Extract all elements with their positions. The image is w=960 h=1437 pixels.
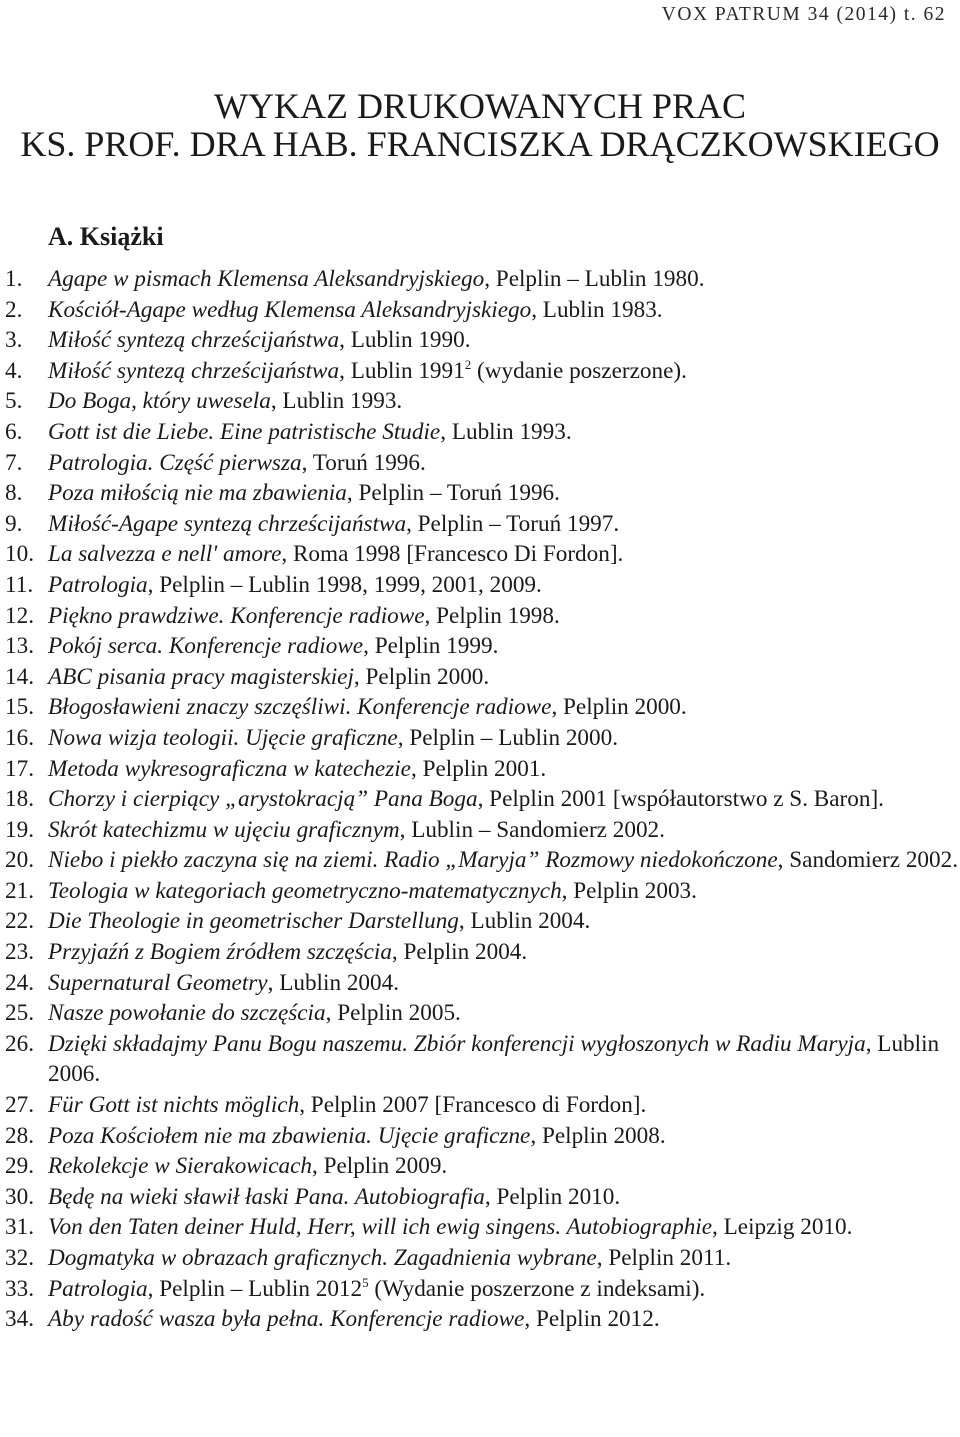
item-number: 11. bbox=[5, 571, 34, 598]
item-number: 5. bbox=[5, 388, 23, 415]
list-item bbox=[0, 998, 960, 1029]
item-title: Teologia w kategoriach geometryczno-matematycznych bbox=[48, 877, 562, 904]
list-item bbox=[0, 662, 960, 693]
item-number: 28. bbox=[5, 1122, 34, 1149]
item-title: Metoda wykresograficzna w katechezie bbox=[48, 755, 411, 782]
item-details: , Pelplin – Lublin 1980. bbox=[484, 266, 705, 292]
list-item bbox=[0, 631, 960, 662]
item-title: Patrologia bbox=[48, 1275, 148, 1302]
edition-superscript: 5 bbox=[362, 1274, 369, 1290]
list-item bbox=[0, 356, 960, 387]
item-number: 18. bbox=[5, 786, 34, 813]
list-item bbox=[0, 1182, 960, 1213]
item-details: , Toruń 1996. bbox=[301, 449, 426, 476]
item-title: Przyjaźń z Bogiem źródłem szczęścia bbox=[48, 939, 392, 966]
item-details: , Pelplin 2011. bbox=[596, 1245, 732, 1271]
item-details: , Pelplin 1998. bbox=[424, 602, 560, 629]
item-number: 21. bbox=[5, 877, 34, 904]
item-details: , Pelplin – Lublin 2000. bbox=[397, 724, 618, 751]
item-details: , Pelplin 2010. bbox=[484, 1183, 621, 1210]
item-number: 12. bbox=[5, 602, 34, 629]
item-edition-note: (Wydanie poszerzone z indeksami). bbox=[368, 1275, 706, 1302]
item-details: , Lublin 2004. bbox=[458, 908, 591, 935]
item-title: Do Boga, który uwesela bbox=[48, 388, 271, 415]
item-number: 8. bbox=[5, 480, 23, 507]
item-details: Leipzig 2010. bbox=[717, 1214, 853, 1241]
item-title: Gott ist die Liebe. Eine patristische Studie bbox=[48, 418, 441, 445]
item-title: Die Theologie in geometrischer Darstellung bbox=[48, 908, 459, 935]
list-item bbox=[0, 417, 960, 448]
list-item bbox=[0, 1151, 960, 1182]
item-number: 26. bbox=[5, 1030, 34, 1057]
list-item bbox=[0, 845, 960, 876]
item-number: 6. bbox=[5, 418, 23, 445]
list-item bbox=[0, 754, 960, 785]
list-item bbox=[0, 478, 960, 509]
item-edition-note: (wydanie poszerzone). bbox=[471, 357, 687, 384]
list-item bbox=[0, 264, 960, 295]
item-details: , Lublin 1993. bbox=[440, 418, 572, 445]
list-item bbox=[0, 295, 960, 326]
item-title: Miłość syntezą chrześcijaństwa bbox=[48, 357, 340, 384]
title-line-2: KS. PROF. DRA HAB. FRANCISZKA DRĄCZKOWSKIEGO bbox=[20, 124, 940, 164]
item-title: Pokój serca. Konferencje radiowe bbox=[48, 633, 364, 660]
list-item bbox=[0, 723, 960, 754]
item-title: Skrót katechizmu w ujęciu graficznym bbox=[48, 816, 400, 843]
title-line-1: WYKAZ DRUKOWANYCH PRAC bbox=[213, 86, 746, 126]
item-title: Poza miłością nie ma zbawienia bbox=[48, 480, 347, 507]
list-item bbox=[0, 1212, 960, 1243]
item-details: , Lublin 2004. bbox=[267, 969, 400, 996]
item-number: 23. bbox=[5, 939, 34, 966]
item-details: Pelplin 2012. bbox=[530, 1306, 660, 1333]
item-title: Rekolekcje w Sierakowicach bbox=[48, 1153, 312, 1180]
item-title: Miłość syntezą chrześcijaństwa bbox=[48, 327, 340, 354]
section-heading: A. Książki bbox=[48, 222, 164, 251]
item-title: Niebo i piekło zaczyna się na ziemi. Radio „Maryja” Rozmowy niedokończone bbox=[48, 847, 778, 874]
item-title: Nowa wizja teologii. Ujęcie graficzne bbox=[48, 724, 398, 751]
item-details: , Pelplin 2005. bbox=[325, 1000, 461, 1027]
item-title: Supernatural Geometry bbox=[48, 969, 268, 996]
item-number: 34. bbox=[5, 1306, 34, 1333]
item-title: Aby radość wasza była pełna. Konferencje radiowe, bbox=[48, 1306, 531, 1333]
item-number: 2. bbox=[5, 296, 23, 323]
item-title: Agape w pismach Klemensa Aleksandryjskiego bbox=[48, 266, 485, 292]
item-title: Miłość-Agape syntezą chrześcijaństwa bbox=[48, 510, 407, 537]
list-item bbox=[0, 1274, 960, 1305]
item-number: 9. bbox=[5, 510, 23, 537]
list-item bbox=[0, 325, 960, 356]
item-details: , Pelplin 2001. bbox=[410, 755, 547, 782]
item-number: 32. bbox=[5, 1245, 34, 1271]
list-item bbox=[0, 876, 960, 907]
item-title: Dogmatyka w obrazach graficznych. Zagadnienia wybrane bbox=[48, 1245, 597, 1271]
item-title: Patrologia. Część pierwsza bbox=[48, 449, 302, 476]
item-number: 19. bbox=[5, 816, 34, 843]
item-title: Dzięki składajmy Panu Bogu naszemu. Zbiór konferencji wygłoszonych w Radiu Maryja bbox=[48, 1030, 866, 1057]
list-item bbox=[0, 815, 960, 846]
item-details: , Pelplin – Lublin 1998, 1999, 2001, 2009. bbox=[147, 571, 542, 598]
page-title bbox=[0, 87, 960, 163]
item-details: , Lublin 1991 bbox=[339, 357, 465, 384]
item-details: , Pelplin 2008. bbox=[530, 1122, 666, 1149]
item-title: Für Gott ist nichts möglich bbox=[48, 1092, 300, 1119]
item-details: , Roma 1998 [Francesco Di Fordon]. bbox=[281, 541, 624, 568]
item-details: , Pelplin 2000. bbox=[551, 694, 687, 721]
item-details: , Lublin 2006. bbox=[48, 1030, 940, 1088]
list-item bbox=[0, 784, 960, 815]
item-number: 25. bbox=[5, 1000, 34, 1027]
item-details: , Pelplin 2001 [współautorstwo z S. Baron]. bbox=[477, 786, 884, 813]
item-details: , Lublin 1993. bbox=[270, 388, 403, 415]
running-head: VOX PATRUM 34 (2014) t. 62 bbox=[661, 4, 946, 25]
item-number: 13. bbox=[5, 633, 34, 660]
item-details: , Pelplin 2007 [Francesco di Fordon]. bbox=[299, 1092, 647, 1119]
list-item bbox=[0, 539, 960, 570]
item-details: , Pelplin – Lublin 2012 bbox=[147, 1275, 363, 1302]
item-title: Błogosławieni znaczy szczęśliwi. Konferencje radiowe bbox=[48, 694, 552, 721]
list-item bbox=[0, 937, 960, 968]
list-item bbox=[0, 1029, 960, 1090]
item-title: Nasze powołanie do szczęścia bbox=[48, 1000, 326, 1027]
item-number: 14. bbox=[5, 663, 34, 690]
item-details: , Lublin – Sandomierz 2002. bbox=[399, 816, 665, 843]
bibliography-list bbox=[0, 264, 960, 1335]
list-item bbox=[0, 1121, 960, 1152]
list-item bbox=[0, 601, 960, 632]
list-item bbox=[0, 692, 960, 723]
list-item bbox=[0, 1304, 960, 1335]
item-details: , Pelplin 2003. bbox=[561, 877, 697, 904]
item-number: 27. bbox=[5, 1092, 34, 1119]
item-number: 3. bbox=[5, 327, 23, 354]
item-title: Kościół-Agape według Klemensa Aleksandryjskiego bbox=[48, 296, 532, 323]
item-number: 1. bbox=[5, 266, 23, 292]
item-details: , Pelplin 2009. bbox=[311, 1153, 448, 1180]
item-number: 4. bbox=[5, 357, 23, 384]
list-item bbox=[0, 570, 960, 601]
item-title: Chorzy i cierpiący „arystokracją” Pana Boga bbox=[48, 786, 478, 813]
list-item bbox=[0, 448, 960, 479]
item-title: Von den Taten deiner Huld, Herr, will ich ewig singens. Autobiographie, bbox=[48, 1214, 718, 1241]
item-title: Piękno prawdziwe. Konferencje radiowe bbox=[48, 602, 425, 629]
item-details: , Pelplin – Toruń 1996. bbox=[346, 480, 560, 507]
item-number: 22. bbox=[5, 908, 34, 935]
list-item bbox=[0, 386, 960, 417]
item-title: Poza Kościołem nie ma zbawienia. Ujęcie graficzne bbox=[48, 1122, 531, 1149]
item-details: , Pelplin 1999. bbox=[363, 633, 499, 660]
item-details: , Lublin 1983. bbox=[531, 296, 663, 323]
item-details: , Pelplin 2004. bbox=[391, 939, 528, 966]
item-title: ABC pisania pracy magisterskiej bbox=[48, 663, 354, 690]
list-item bbox=[0, 906, 960, 937]
item-title: La salvezza e nell' amore bbox=[48, 541, 282, 568]
item-number: 30. bbox=[5, 1183, 34, 1210]
list-item bbox=[0, 1243, 960, 1274]
item-number: 10. bbox=[5, 541, 34, 568]
item-number: 33. bbox=[5, 1275, 34, 1302]
item-number: 7. bbox=[5, 449, 23, 476]
item-details: , Lublin 1990. bbox=[339, 327, 471, 354]
item-details: , Pelplin 2000. bbox=[353, 663, 490, 690]
item-details: , Pelplin – Toruń 1997. bbox=[406, 510, 620, 537]
item-title: Patrologia bbox=[48, 571, 148, 598]
list-item bbox=[0, 509, 960, 540]
item-number: 20. bbox=[5, 847, 34, 874]
item-number: 31. bbox=[5, 1214, 34, 1241]
item-number: 17. bbox=[5, 755, 34, 782]
item-number: 29. bbox=[5, 1153, 34, 1180]
list-item bbox=[0, 1090, 960, 1121]
item-details: , Sandomierz 2002. bbox=[777, 847, 958, 874]
item-number: 15. bbox=[5, 694, 34, 721]
edition-superscript: 2 bbox=[464, 356, 472, 372]
item-number: 16. bbox=[5, 724, 34, 751]
item-number: 24. bbox=[5, 969, 34, 996]
item-title: Będę na wieki sławił łaski Pana. Autobiografia bbox=[48, 1183, 485, 1210]
list-item bbox=[0, 968, 960, 999]
